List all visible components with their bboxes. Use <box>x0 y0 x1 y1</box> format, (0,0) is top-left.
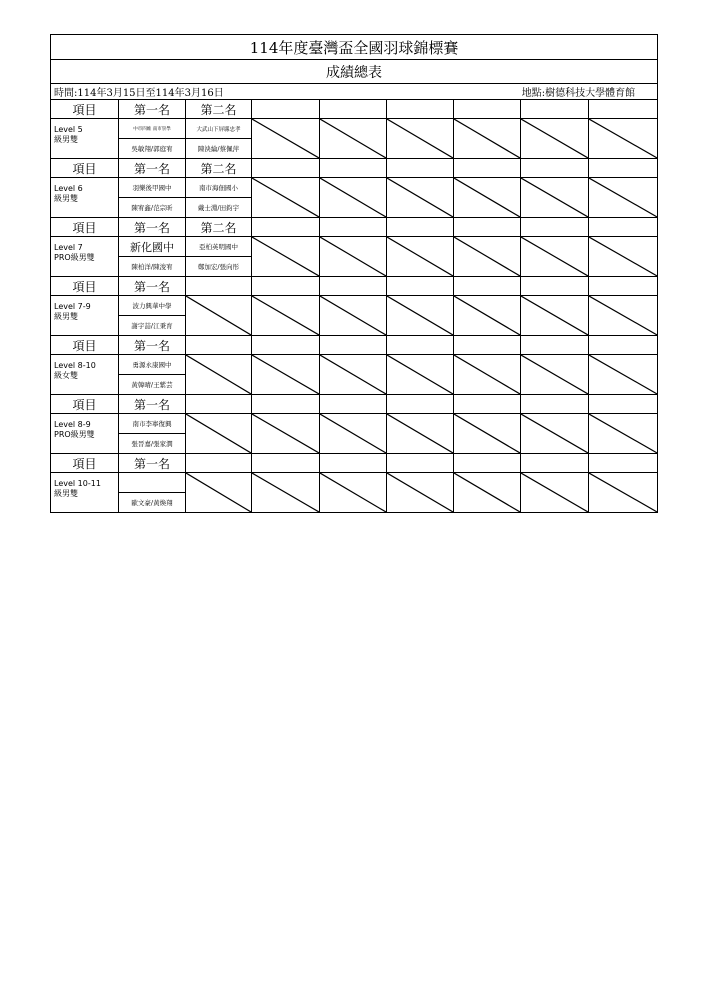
diagonal-slash-icon <box>320 414 386 453</box>
first-place-players: 陳柏洋/陳浚宥 <box>119 257 186 277</box>
diagonal-slash-icon <box>589 355 657 394</box>
category-row <box>51 119 658 139</box>
category-row <box>51 296 658 316</box>
empty-header-cell <box>387 100 454 119</box>
empty-slashed-cell <box>252 178 320 218</box>
empty-header-cell <box>589 218 658 237</box>
second-place-school: 大武山下屏縣忠孝 <box>186 119 252 139</box>
second-place-school: 南市海佃國小 <box>186 178 252 198</box>
category-level: Level 10-11 <box>54 479 101 488</box>
empty-slashed-cell <box>252 237 320 277</box>
header-first: 第一名 <box>119 100 186 119</box>
header-item: 項目 <box>51 454 119 473</box>
empty-header-cell <box>387 454 454 473</box>
header-item: 項目 <box>51 100 119 119</box>
diagonal-slash-icon <box>589 296 657 335</box>
empty-slashed-cell <box>589 355 658 395</box>
category-division: PRO級男雙 <box>54 253 95 262</box>
diagonal-slash-icon <box>454 237 520 276</box>
first-place-school: 新化國中 <box>119 237 186 257</box>
category-division: 級男雙 <box>54 135 78 144</box>
diagonal-slash-icon <box>521 473 588 512</box>
diagonal-slash-icon <box>252 473 319 512</box>
empty-slashed-cell <box>521 355 589 395</box>
empty-header-cell <box>589 277 658 296</box>
diagonal-slash-icon <box>320 237 386 276</box>
empty-slashed-cell <box>252 296 320 336</box>
empty-header-cell <box>320 395 387 414</box>
diagonal-slash-icon <box>252 119 319 158</box>
diagonal-slash-icon <box>521 178 588 217</box>
diagonal-slash-icon <box>589 178 657 217</box>
first-place-school <box>119 473 186 493</box>
empty-header-cell <box>186 454 252 473</box>
empty-slashed-cell <box>387 355 454 395</box>
category-label <box>51 414 119 454</box>
empty-header-cell <box>454 218 521 237</box>
empty-slashed-cell <box>454 473 521 513</box>
diagonal-slash-icon <box>387 473 453 512</box>
empty-slashed-cell <box>521 237 589 277</box>
page-subtitle: 成績總表 <box>51 60 658 84</box>
category-level: Level 5 <box>54 125 83 134</box>
empty-slashed-cell <box>186 355 252 395</box>
empty-header-cell <box>454 277 521 296</box>
empty-slashed-cell <box>454 237 521 277</box>
empty-slashed-cell <box>387 119 454 159</box>
empty-slashed-cell <box>320 178 387 218</box>
diagonal-slash-icon <box>320 473 386 512</box>
category-division: PRO級男雙 <box>54 430 95 439</box>
empty-slashed-cell <box>454 414 521 454</box>
empty-header-cell <box>320 159 387 178</box>
empty-header-cell <box>186 336 252 355</box>
diagonal-slash-icon <box>521 414 588 453</box>
diagonal-slash-icon <box>186 296 251 335</box>
diagonal-slash-icon <box>387 178 453 217</box>
empty-slashed-cell <box>252 414 320 454</box>
first-place-players: 吳敏翔/郭庭宥 <box>119 139 186 159</box>
diagonal-slash-icon <box>454 178 520 217</box>
first-place-school: 中市四維 南市崇學 <box>119 119 186 139</box>
category-level: Level 7 <box>54 243 83 252</box>
first-place-school: 羽樂後甲國中 <box>119 178 186 198</box>
empty-slashed-cell <box>454 119 521 159</box>
diagonal-slash-icon <box>454 119 520 158</box>
empty-slashed-cell <box>454 296 521 336</box>
empty-header-cell <box>320 100 387 119</box>
first-place-school: 波力興華中學 <box>119 296 186 316</box>
category-label <box>51 473 119 513</box>
category-header-row <box>51 159 658 178</box>
empty-slashed-cell <box>320 355 387 395</box>
header-second: 第二名 <box>186 218 252 237</box>
category-header-row <box>51 454 658 473</box>
empty-header-cell <box>387 218 454 237</box>
empty-header-cell <box>387 336 454 355</box>
empty-slashed-cell <box>320 296 387 336</box>
category-label <box>51 178 119 218</box>
header-first: 第一名 <box>119 277 186 296</box>
empty-header-cell <box>521 336 589 355</box>
results-sheet <box>50 34 657 513</box>
diagonal-slash-icon <box>320 178 386 217</box>
category-row <box>51 178 658 198</box>
empty-header-cell <box>320 277 387 296</box>
category-division: 級男雙 <box>54 312 78 321</box>
category-label <box>51 296 119 336</box>
empty-slashed-cell <box>589 296 658 336</box>
header-item: 項目 <box>51 159 119 178</box>
second-place-school: 亞柏英明國中 <box>186 237 252 257</box>
first-place-players: 張晉嘉/張家潤 <box>119 434 186 454</box>
category-level: Level 6 <box>54 184 83 193</box>
empty-header-cell <box>387 159 454 178</box>
empty-header-cell <box>454 336 521 355</box>
empty-slashed-cell <box>387 414 454 454</box>
header-first: 第一名 <box>119 159 186 178</box>
empty-slashed-cell <box>387 237 454 277</box>
empty-header-cell <box>521 454 589 473</box>
first-place-players: 陳宥鑫/范宗昕 <box>119 198 186 218</box>
subtitle-row <box>51 60 658 84</box>
diagonal-slash-icon <box>589 473 657 512</box>
diagonal-slash-icon <box>186 473 251 512</box>
header-item: 項目 <box>51 277 119 296</box>
empty-header-cell <box>387 277 454 296</box>
first-place-school: 南市李寧復興 <box>119 414 186 434</box>
diagonal-slash-icon <box>387 296 453 335</box>
diagonal-slash-icon <box>589 119 657 158</box>
empty-slashed-cell <box>589 237 658 277</box>
empty-slashed-cell <box>252 473 320 513</box>
diagonal-slash-icon <box>589 237 657 276</box>
diagonal-slash-icon <box>387 355 453 394</box>
category-row <box>51 414 658 434</box>
empty-header-cell <box>521 277 589 296</box>
empty-header-cell <box>521 100 589 119</box>
diagonal-slash-icon <box>186 355 251 394</box>
empty-header-cell <box>589 454 658 473</box>
empty-slashed-cell <box>589 119 658 159</box>
diagonal-slash-icon <box>252 296 319 335</box>
empty-header-cell <box>252 100 320 119</box>
empty-slashed-cell <box>186 296 252 336</box>
header-first: 第一名 <box>119 454 186 473</box>
diagonal-slash-icon <box>252 237 319 276</box>
diagonal-slash-icon <box>320 355 386 394</box>
category-header-row <box>51 395 658 414</box>
diagonal-slash-icon <box>521 119 588 158</box>
second-place-players: 戴士淵/田鈞宇 <box>186 198 252 218</box>
header-item: 項目 <box>51 395 119 414</box>
first-place-players: 謝宇喆/江秉育 <box>119 316 186 336</box>
diagonal-slash-icon <box>252 414 319 453</box>
category-header-row <box>51 100 658 119</box>
empty-slashed-cell <box>521 119 589 159</box>
diagonal-slash-icon <box>589 414 657 453</box>
diagonal-slash-icon <box>252 355 319 394</box>
empty-slashed-cell <box>186 473 252 513</box>
empty-slashed-cell <box>320 119 387 159</box>
category-division: 級男雙 <box>54 194 78 203</box>
empty-header-cell <box>589 395 658 414</box>
event-time: 時間:114年3月15日至114年3月16日 <box>54 88 224 99</box>
page-title: 114年度臺灣盃全國羽球錦標賽 <box>51 35 658 60</box>
empty-header-cell <box>454 395 521 414</box>
diagonal-slash-icon <box>320 119 386 158</box>
info-row <box>51 84 658 100</box>
empty-slashed-cell <box>589 414 658 454</box>
empty-header-cell <box>252 159 320 178</box>
diagonal-slash-icon <box>387 119 453 158</box>
empty-header-cell <box>589 159 658 178</box>
diagonal-slash-icon <box>387 237 453 276</box>
category-label <box>51 119 119 159</box>
empty-header-cell <box>589 100 658 119</box>
category-division: 級女雙 <box>54 371 78 380</box>
category-level: Level 7-9 <box>54 302 91 311</box>
empty-header-cell <box>521 159 589 178</box>
empty-slashed-cell <box>589 473 658 513</box>
empty-header-cell <box>252 277 320 296</box>
empty-header-cell <box>521 218 589 237</box>
empty-slashed-cell <box>320 473 387 513</box>
empty-header-cell <box>589 336 658 355</box>
empty-slashed-cell <box>521 473 589 513</box>
header-first: 第一名 <box>119 218 186 237</box>
diagonal-slash-icon <box>186 414 251 453</box>
empty-slashed-cell <box>252 355 320 395</box>
empty-slashed-cell <box>454 178 521 218</box>
category-header-row <box>51 277 658 296</box>
event-info <box>51 84 658 100</box>
event-location: 地點:樹德科技大學體育館 <box>521 88 636 99</box>
empty-header-cell <box>454 454 521 473</box>
category-label <box>51 355 119 395</box>
empty-header-cell <box>387 395 454 414</box>
empty-header-cell <box>454 159 521 178</box>
diagonal-slash-icon <box>454 473 520 512</box>
first-place-players: 黃韓晴/王紫芸 <box>119 375 186 395</box>
empty-header-cell <box>186 395 252 414</box>
empty-slashed-cell <box>387 473 454 513</box>
empty-slashed-cell <box>454 355 521 395</box>
category-row <box>51 355 658 375</box>
category-header-row <box>51 218 658 237</box>
empty-header-cell <box>320 336 387 355</box>
second-place-players: 陳泱綸/蔡佩萍 <box>186 139 252 159</box>
empty-header-cell <box>320 218 387 237</box>
category-division: 級男雙 <box>54 489 78 498</box>
empty-header-cell <box>252 218 320 237</box>
category-header-row <box>51 336 658 355</box>
empty-slashed-cell <box>186 414 252 454</box>
diagonal-slash-icon <box>454 414 520 453</box>
second-place-players: 鄭加宏/張向彤 <box>186 257 252 277</box>
empty-slashed-cell <box>521 178 589 218</box>
category-label <box>51 237 119 277</box>
header-second: 第二名 <box>186 159 252 178</box>
header-item: 項目 <box>51 218 119 237</box>
empty-header-cell <box>252 336 320 355</box>
first-place-school: 勇源永康國中 <box>119 355 186 375</box>
empty-slashed-cell <box>252 119 320 159</box>
empty-slashed-cell <box>589 178 658 218</box>
diagonal-slash-icon <box>521 237 588 276</box>
diagonal-slash-icon <box>320 296 386 335</box>
empty-header-cell <box>252 395 320 414</box>
header-first: 第一名 <box>119 395 186 414</box>
category-level: Level 8-9 <box>54 420 91 429</box>
diagonal-slash-icon <box>521 296 588 335</box>
diagonal-slash-icon <box>387 414 453 453</box>
category-row <box>51 473 658 493</box>
empty-slashed-cell <box>387 178 454 218</box>
empty-slashed-cell <box>521 296 589 336</box>
diagonal-slash-icon <box>521 355 588 394</box>
category-level: Level 8-10 <box>54 361 96 370</box>
header-second: 第二名 <box>186 100 252 119</box>
header-first: 第一名 <box>119 336 186 355</box>
empty-header-cell <box>454 100 521 119</box>
empty-slashed-cell <box>320 414 387 454</box>
empty-header-cell <box>252 454 320 473</box>
empty-slashed-cell <box>387 296 454 336</box>
diagonal-slash-icon <box>454 355 520 394</box>
empty-header-cell <box>320 454 387 473</box>
empty-slashed-cell <box>320 237 387 277</box>
diagonal-slash-icon <box>252 178 319 217</box>
empty-slashed-cell <box>521 414 589 454</box>
empty-header-cell <box>521 395 589 414</box>
header-item: 項目 <box>51 336 119 355</box>
title-row <box>51 35 658 60</box>
diagonal-slash-icon <box>454 296 520 335</box>
category-row <box>51 237 658 257</box>
first-place-players: 歐文豪/黃煥翔 <box>119 493 186 513</box>
empty-header-cell <box>186 277 252 296</box>
results-table <box>50 34 658 513</box>
